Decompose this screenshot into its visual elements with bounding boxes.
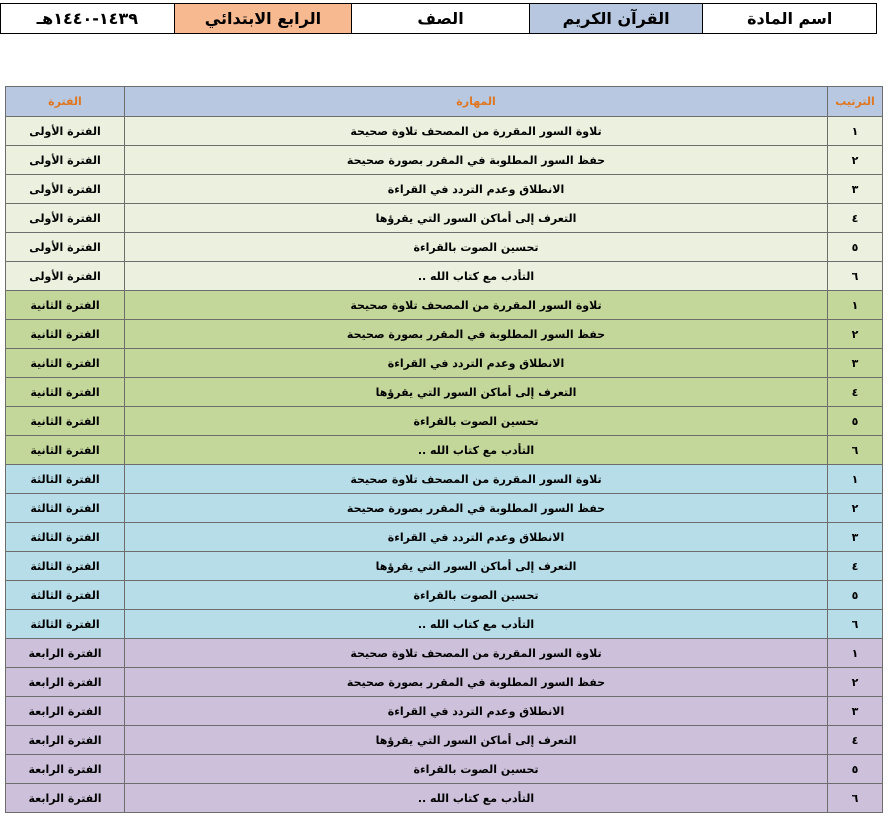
term-cell: الفترة الأولى bbox=[6, 233, 125, 262]
table-row bbox=[6, 610, 883, 639]
row-number: ١ bbox=[828, 291, 883, 320]
term-cell: الفترة الأولى bbox=[6, 262, 125, 291]
skill-cell: التأدب مع كتاب الله .. bbox=[125, 262, 828, 291]
table-row bbox=[6, 204, 883, 233]
skill-cell: التأدب مع كتاب الله .. bbox=[125, 784, 828, 813]
table-row bbox=[6, 146, 883, 175]
term-cell: الفترة الثالثة bbox=[6, 552, 125, 581]
skill-cell: تحسين الصوت بالقراءة bbox=[125, 581, 828, 610]
term-cell: الفترة الثانية bbox=[6, 378, 125, 407]
skills-table bbox=[5, 86, 883, 813]
term-cell: الفترة الأولى bbox=[6, 204, 125, 233]
term-cell: الفترة الرابعة bbox=[6, 697, 125, 726]
table-row bbox=[6, 233, 883, 262]
row-number: ١ bbox=[828, 117, 883, 146]
row-number: ٤ bbox=[828, 552, 883, 581]
term-cell: الفترة الثالثة bbox=[6, 523, 125, 552]
table-row bbox=[6, 552, 883, 581]
row-number: ٢ bbox=[828, 320, 883, 349]
row-number: ٥ bbox=[828, 581, 883, 610]
skill-cell: تلاوة السور المقررة من المصحف تلاوة صحيحة bbox=[125, 465, 828, 494]
term-cell: الفترة الثالثة bbox=[6, 494, 125, 523]
row-number: ٣ bbox=[828, 697, 883, 726]
grade-label: الصف bbox=[352, 4, 530, 34]
row-number: ٦ bbox=[828, 610, 883, 639]
term-cell: الفترة الثالثة bbox=[6, 610, 125, 639]
row-number: ٢ bbox=[828, 494, 883, 523]
table-row bbox=[6, 639, 883, 668]
term-cell: الفترة الأولى bbox=[6, 146, 125, 175]
table-row bbox=[6, 494, 883, 523]
table-row bbox=[6, 175, 883, 204]
term-cell: الفترة الرابعة bbox=[6, 755, 125, 784]
row-number: ٦ bbox=[828, 436, 883, 465]
header-term: الفترة bbox=[6, 87, 125, 117]
skill-cell: الانطلاق وعدم التردد في القراءة bbox=[125, 175, 828, 204]
table-header-row bbox=[6, 87, 883, 117]
skill-cell: التعرف إلى أماكن السور التي يقرؤها bbox=[125, 552, 828, 581]
header-info-table bbox=[0, 3, 877, 34]
grade-value: الرابع الابتدائي bbox=[174, 4, 352, 34]
term-cell: الفترة الرابعة bbox=[6, 668, 125, 697]
term-cell: الفترة الثانية bbox=[6, 291, 125, 320]
row-number: ٤ bbox=[828, 726, 883, 755]
skill-cell: التأدب مع كتاب الله .. bbox=[125, 610, 828, 639]
table-row bbox=[6, 320, 883, 349]
header-skill: المهارة bbox=[125, 87, 828, 117]
skill-cell: تحسين الصوت بالقراءة bbox=[125, 755, 828, 784]
skill-cell: التعرف إلى أماكن السور التي يقرؤها bbox=[125, 726, 828, 755]
skill-cell: حفظ السور المطلوبة في المقرر بصورة صحيحة bbox=[125, 494, 828, 523]
term-cell: الفترة الثانية bbox=[6, 320, 125, 349]
row-number: ١ bbox=[828, 465, 883, 494]
term-cell: الفترة الثانية bbox=[6, 436, 125, 465]
row-number: ٤ bbox=[828, 378, 883, 407]
table-row bbox=[6, 784, 883, 813]
table-row bbox=[6, 378, 883, 407]
skill-cell: تلاوة السور المقررة من المصحف تلاوة صحيحة bbox=[125, 639, 828, 668]
table-row bbox=[6, 117, 883, 146]
table-body bbox=[6, 117, 883, 813]
academic-year: ١٤٣٩-١٤٤٠هـ bbox=[1, 4, 175, 34]
table-row bbox=[6, 581, 883, 610]
table-row bbox=[6, 755, 883, 784]
row-number: ٥ bbox=[828, 233, 883, 262]
skill-cell: التعرف إلى أماكن السور التي يقرؤها bbox=[125, 378, 828, 407]
table-row bbox=[6, 523, 883, 552]
table-row bbox=[6, 436, 883, 465]
table-row bbox=[6, 726, 883, 755]
skill-cell: تحسين الصوت بالقراءة bbox=[125, 407, 828, 436]
table-row bbox=[6, 291, 883, 320]
term-cell: الفترة الثالثة bbox=[6, 581, 125, 610]
term-cell: الفترة الرابعة bbox=[6, 784, 125, 813]
row-number: ٣ bbox=[828, 349, 883, 378]
table-row bbox=[6, 697, 883, 726]
skill-cell: الانطلاق وعدم التردد في القراءة bbox=[125, 349, 828, 378]
term-cell: الفترة الأولى bbox=[6, 117, 125, 146]
row-number: ٤ bbox=[828, 204, 883, 233]
row-number: ١ bbox=[828, 639, 883, 668]
table-row bbox=[6, 407, 883, 436]
term-cell: الفترة الثانية bbox=[6, 407, 125, 436]
row-number: ٣ bbox=[828, 175, 883, 204]
skill-cell: تلاوة السور المقررة من المصحف تلاوة صحيحة bbox=[125, 117, 828, 146]
subject-value: القرآن الكريم bbox=[529, 4, 703, 34]
skill-cell: تلاوة السور المقررة من المصحف تلاوة صحيحة bbox=[125, 291, 828, 320]
table-row bbox=[6, 465, 883, 494]
skill-cell: الانطلاق وعدم التردد في القراءة bbox=[125, 523, 828, 552]
row-number: ٦ bbox=[828, 262, 883, 291]
skill-cell: التأدب مع كتاب الله .. bbox=[125, 436, 828, 465]
row-number: ٣ bbox=[828, 523, 883, 552]
table-row bbox=[6, 349, 883, 378]
term-cell: الفترة الأولى bbox=[6, 175, 125, 204]
row-number: ٢ bbox=[828, 146, 883, 175]
subject-label: اسم المادة bbox=[703, 4, 877, 34]
table-row bbox=[6, 668, 883, 697]
term-cell: الفترة الثانية bbox=[6, 349, 125, 378]
row-number: ٦ bbox=[828, 784, 883, 813]
skill-cell: تحسين الصوت بالقراءة bbox=[125, 233, 828, 262]
header-num: الترتيب bbox=[828, 87, 883, 117]
table-row bbox=[6, 262, 883, 291]
term-cell: الفترة الرابعة bbox=[6, 726, 125, 755]
term-cell: الفترة الثالثة bbox=[6, 465, 125, 494]
row-number: ٥ bbox=[828, 407, 883, 436]
term-cell: الفترة الرابعة bbox=[6, 639, 125, 668]
row-number: ٢ bbox=[828, 668, 883, 697]
skill-cell: التعرف إلى أماكن السور التي يقرؤها bbox=[125, 204, 828, 233]
skill-cell: الانطلاق وعدم التردد في القراءة bbox=[125, 697, 828, 726]
skill-cell: حفظ السور المطلوبة في المقرر بصورة صحيحة bbox=[125, 320, 828, 349]
row-number: ٥ bbox=[828, 755, 883, 784]
skill-cell: حفظ السور المطلوبة في المقرر بصورة صحيحة bbox=[125, 668, 828, 697]
skill-cell: حفظ السور المطلوبة في المقرر بصورة صحيحة bbox=[125, 146, 828, 175]
